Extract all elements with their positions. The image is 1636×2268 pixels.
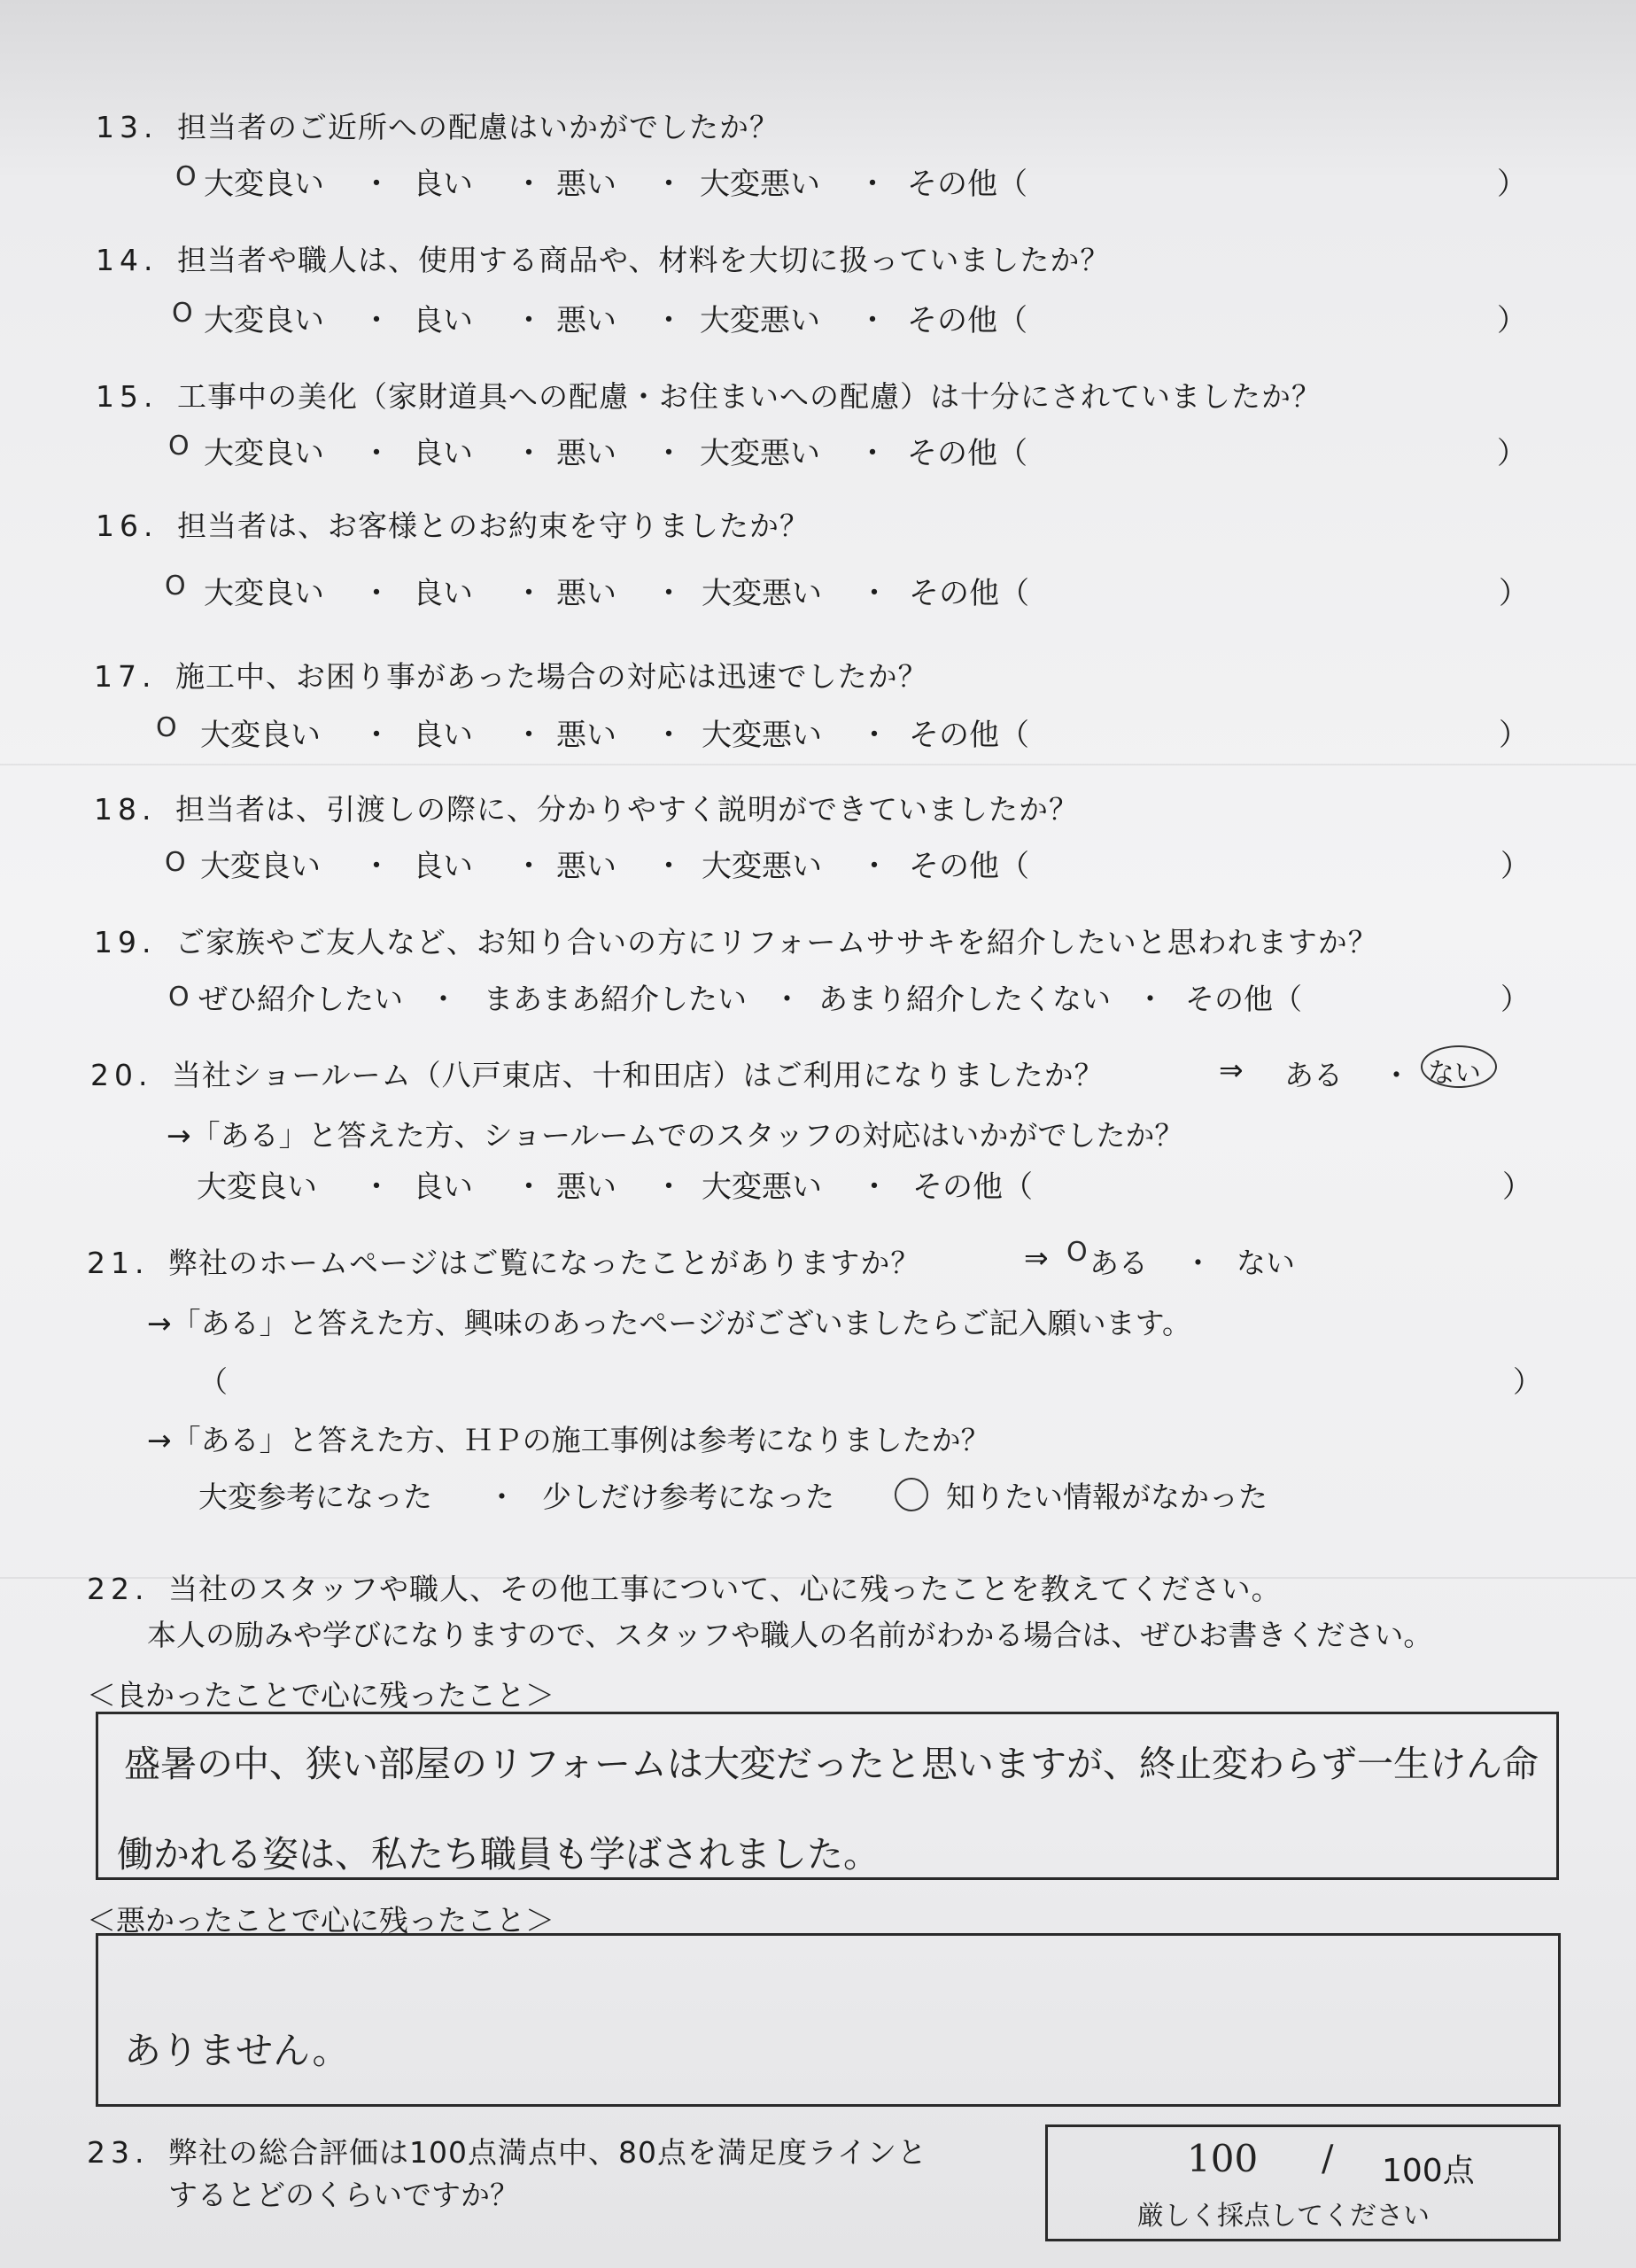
- question-22: [87, 1566, 1282, 1608]
- handwritten-circle-mark: [895, 1478, 928, 1511]
- close-paren: ）: [1499, 576, 1529, 611]
- handwritten-circle-mark: O: [168, 982, 190, 1013]
- separator: ・: [1136, 982, 1165, 1016]
- separator: ・: [857, 167, 888, 202]
- close-paren: ）: [1497, 167, 1527, 202]
- options-20: [0, 1162, 1636, 1203]
- options-14: [0, 296, 1636, 337]
- separator: ・: [514, 576, 544, 611]
- option-very-bad[interactable]: 大変悪い: [700, 167, 820, 202]
- option-somewhat-recommend[interactable]: まあまあ紹介したい: [484, 982, 747, 1016]
- separator: ・: [361, 167, 392, 202]
- option-other[interactable]: その他（: [909, 718, 1029, 753]
- separator: ・: [859, 718, 889, 753]
- q21-followup-2: →「ある」と答えた方、ＨＰの施工事例は参考になりましたか？: [147, 1423, 990, 1457]
- option-other[interactable]: その他（: [909, 849, 1029, 884]
- score-slash: /: [1322, 2139, 1334, 2179]
- question-number: 20.: [90, 1058, 153, 1092]
- option-very-good[interactable]: 大変良い: [200, 849, 321, 884]
- option-good[interactable]: 良い: [413, 303, 473, 338]
- separator: ・: [429, 982, 458, 1016]
- separator: ・: [1183, 1246, 1213, 1280]
- option-good[interactable]: 良い: [413, 718, 473, 753]
- option-other[interactable]: その他（: [907, 303, 1027, 338]
- option-very-good[interactable]: 大変良い: [204, 576, 324, 611]
- question-23: [87, 2130, 927, 2171]
- arrow: ⇒: [1219, 1052, 1244, 1087]
- question-number: 21.: [87, 1246, 150, 1280]
- option-very-helpful[interactable]: 大変参考になった: [198, 1480, 432, 1514]
- question-13: [96, 105, 779, 146]
- question-18: [94, 787, 1079, 828]
- handwritten-bad-comment: ありません。: [124, 2029, 350, 2072]
- option-very-bad[interactable]: 大変悪い: [700, 303, 820, 338]
- option-very-good[interactable]: 大変良い: [200, 718, 321, 753]
- option-very-bad[interactable]: 大変悪い: [700, 436, 820, 471]
- question-number: 19.: [94, 925, 157, 959]
- handwritten-circle-mark: O: [168, 431, 190, 462]
- question-number: 22.: [87, 1572, 150, 1606]
- option-definitely-recommend[interactable]: ぜひ紹介したい: [198, 982, 403, 1016]
- close-paren: ）: [1497, 303, 1527, 338]
- option-other[interactable]: その他（: [907, 167, 1027, 202]
- question-21: [87, 1240, 920, 1282]
- separator: ・: [514, 1169, 544, 1205]
- options-13: [0, 159, 1636, 200]
- separator: ・: [361, 1169, 392, 1205]
- separator: ・: [514, 167, 544, 202]
- separator: ・: [361, 436, 392, 471]
- close-paren: ）: [1497, 436, 1527, 471]
- question-text: 担当者は、お客様とのお約束を守りましたか？: [177, 509, 810, 543]
- option-bad[interactable]: 悪い: [556, 167, 616, 202]
- option-bad[interactable]: 悪い: [556, 718, 616, 753]
- option-other[interactable]: その他（: [912, 1169, 1033, 1205]
- question-text: 工事中の美化（家財道具への配慮・お住まいへの配慮）は十分にされていましたか？: [177, 379, 1322, 414]
- question-text: 施工中、お困り事があった場合の対応は迅速でしたか？: [175, 659, 928, 694]
- option-very-good[interactable]: 大変良い: [204, 303, 324, 338]
- option-very-good[interactable]: 大変良い: [197, 1169, 317, 1205]
- option-bad[interactable]: 悪い: [556, 576, 616, 611]
- question-number: 17.: [94, 659, 157, 694]
- option-very-bad[interactable]: 大変悪い: [702, 576, 822, 611]
- separator: ・: [1382, 1058, 1411, 1092]
- options-15: [0, 429, 1636, 470]
- handwritten-good-comment-line-2: 働かれる姿は、私たち職員も学ばされました。: [117, 1833, 880, 1876]
- handwritten-good-comment-line-1: 盛暑の中、狭い部屋のリフォームは大変だったと思いますが、終止変わらず一生けん命: [124, 1743, 1539, 1785]
- question-number: 23.: [87, 2135, 150, 2170]
- option-slightly-helpful[interactable]: 少しだけ参考になった: [542, 1480, 834, 1514]
- question-text: 担当者は、引渡しの際に、分かりやすく説明ができていましたか？: [175, 792, 1079, 827]
- option-good[interactable]: 良い: [413, 849, 473, 884]
- separator: ・: [772, 982, 802, 1016]
- close-paren: ）: [1502, 1169, 1532, 1205]
- option-not-recommend[interactable]: あまり紹介したくない: [818, 982, 1111, 1016]
- handwritten-circle-mark: O: [172, 298, 193, 329]
- separator: ・: [487, 1480, 516, 1514]
- separator: ・: [654, 303, 684, 338]
- question-text: 弊社の総合評価は100点満点中、80点を満足度ラインと: [168, 2135, 927, 2170]
- question-number: 18.: [94, 792, 157, 827]
- question-16: [96, 503, 810, 545]
- separator: ・: [859, 1169, 889, 1205]
- question-text: 担当者や職人は、使用する商品や、材料を大切に扱っていましたか？: [177, 243, 1111, 277]
- arrow: ⇒: [1024, 1240, 1049, 1275]
- handwritten-circle-mark: O: [1066, 1237, 1088, 1268]
- option-very-good[interactable]: 大変良い: [204, 436, 324, 471]
- question-19: [94, 920, 1378, 961]
- handwritten-score: 100: [1187, 2137, 1259, 2180]
- option-good[interactable]: 良い: [413, 167, 473, 202]
- option-no-circled[interactable]: ない: [1428, 1058, 1481, 1089]
- separator: ・: [654, 1169, 684, 1205]
- separator: ・: [514, 436, 544, 471]
- separator: ・: [361, 849, 392, 884]
- separator: ・: [514, 849, 544, 884]
- option-bad[interactable]: 悪い: [556, 849, 616, 884]
- question-number: 13.: [96, 110, 159, 144]
- option-good[interactable]: 良い: [413, 576, 473, 611]
- option-good[interactable]: 良い: [413, 436, 473, 471]
- question-14: [96, 237, 1110, 279]
- question-15: [96, 374, 1322, 416]
- score-note: 厳しく採点してください: [1137, 2201, 1430, 2232]
- separator: ・: [859, 576, 889, 611]
- separator: ・: [654, 576, 684, 611]
- question-text: 担当者のご近所への配慮はいかがでしたか？: [177, 110, 779, 144]
- separator: ・: [857, 303, 888, 338]
- close-paren: ）: [1500, 849, 1531, 884]
- handwritten-circle-mark: O: [165, 847, 186, 878]
- question-text: 弊社のホームページはご覧になったことがありますか？: [168, 1246, 921, 1280]
- options-19: [0, 976, 1636, 1017]
- close-paren: ）: [1513, 1364, 1542, 1399]
- option-very-bad[interactable]: 大変悪い: [702, 718, 822, 753]
- handwritten-circle-mark: [1421, 1045, 1497, 1088]
- question-text: 当社のスタッフや職人、その他工事について、心に残ったことを教えてください。: [168, 1572, 1282, 1606]
- q23-text-line-2: するとどのくらいですか？: [168, 2178, 519, 2212]
- open-paren: （: [198, 1364, 228, 1399]
- question-text: 当社ショールーム（八戸東店、十和田店）はご利用になりましたか？: [172, 1058, 1105, 1092]
- option-very-good[interactable]: 大変良い: [204, 167, 324, 202]
- separator: ・: [654, 849, 684, 884]
- q21-followup-1: →「ある」と答えた方、興味のあったページがございましたらご記入願います。: [147, 1306, 1192, 1340]
- option-other[interactable]: その他（: [909, 576, 1029, 611]
- q20-followup: →「ある」と答えた方、ショールームでのスタッフの対応はいかがでしたか？: [167, 1118, 1184, 1153]
- separator: ・: [654, 718, 684, 753]
- options-17: [0, 711, 1636, 751]
- option-bad[interactable]: 悪い: [556, 303, 616, 338]
- option-other[interactable]: その他（: [1185, 982, 1302, 1016]
- q22-instruction: 本人の励みや学びになりますので、スタッフや職人の名前がわかる場合は、ぜひお書きください。: [147, 1618, 1433, 1652]
- question-number: 14.: [96, 243, 159, 277]
- separator: ・: [857, 436, 888, 471]
- question-number: 15.: [96, 379, 159, 414]
- question-text: ご家族やご友人など、お知り合いの方にリフォームササキを紹介したいと思われますか？: [175, 925, 1378, 959]
- question-17: [94, 654, 928, 695]
- separator: ・: [654, 436, 684, 471]
- option-very-bad[interactable]: 大変悪い: [702, 1169, 822, 1205]
- handwritten-circle-mark: O: [156, 712, 177, 743]
- separator: ・: [361, 303, 392, 338]
- option-yes[interactable]: ある: [1089, 1246, 1148, 1280]
- question-number: 16.: [96, 509, 159, 543]
- bad-comment-box[interactable]: [96, 1933, 1561, 2107]
- max-score: 100点: [1382, 2153, 1475, 2189]
- close-paren: ）: [1499, 718, 1529, 753]
- options-18: [0, 842, 1636, 882]
- option-very-bad[interactable]: 大変悪い: [702, 849, 822, 884]
- option-no[interactable]: ない: [1237, 1246, 1295, 1280]
- question-20: [90, 1052, 1105, 1094]
- options-16: [0, 569, 1636, 610]
- separator: ・: [514, 718, 544, 753]
- option-yes[interactable]: ある: [1284, 1058, 1343, 1092]
- bad-section-label: ＜悪かったことで心に残ったこと＞: [87, 1903, 554, 1938]
- handwritten-circle-mark: O: [165, 571, 186, 602]
- separator: ・: [514, 303, 544, 338]
- close-paren: ）: [1500, 982, 1530, 1016]
- option-other[interactable]: その他（: [907, 436, 1027, 471]
- handwritten-circle-mark: O: [175, 161, 197, 192]
- option-no-info[interactable]: 知りたい情報がなかった: [946, 1480, 1268, 1514]
- good-section-label: ＜良かったことで心に残ったこと＞: [87, 1678, 554, 1713]
- options-21: [0, 1474, 1636, 1515]
- separator: ・: [361, 576, 392, 611]
- separator: ・: [361, 718, 392, 753]
- option-good[interactable]: 良い: [413, 1169, 473, 1205]
- paper-fold: [0, 764, 1636, 765]
- option-bad[interactable]: 悪い: [556, 436, 616, 471]
- option-bad[interactable]: 悪い: [556, 1169, 616, 1205]
- separator: ・: [859, 849, 889, 884]
- separator: ・: [654, 167, 684, 202]
